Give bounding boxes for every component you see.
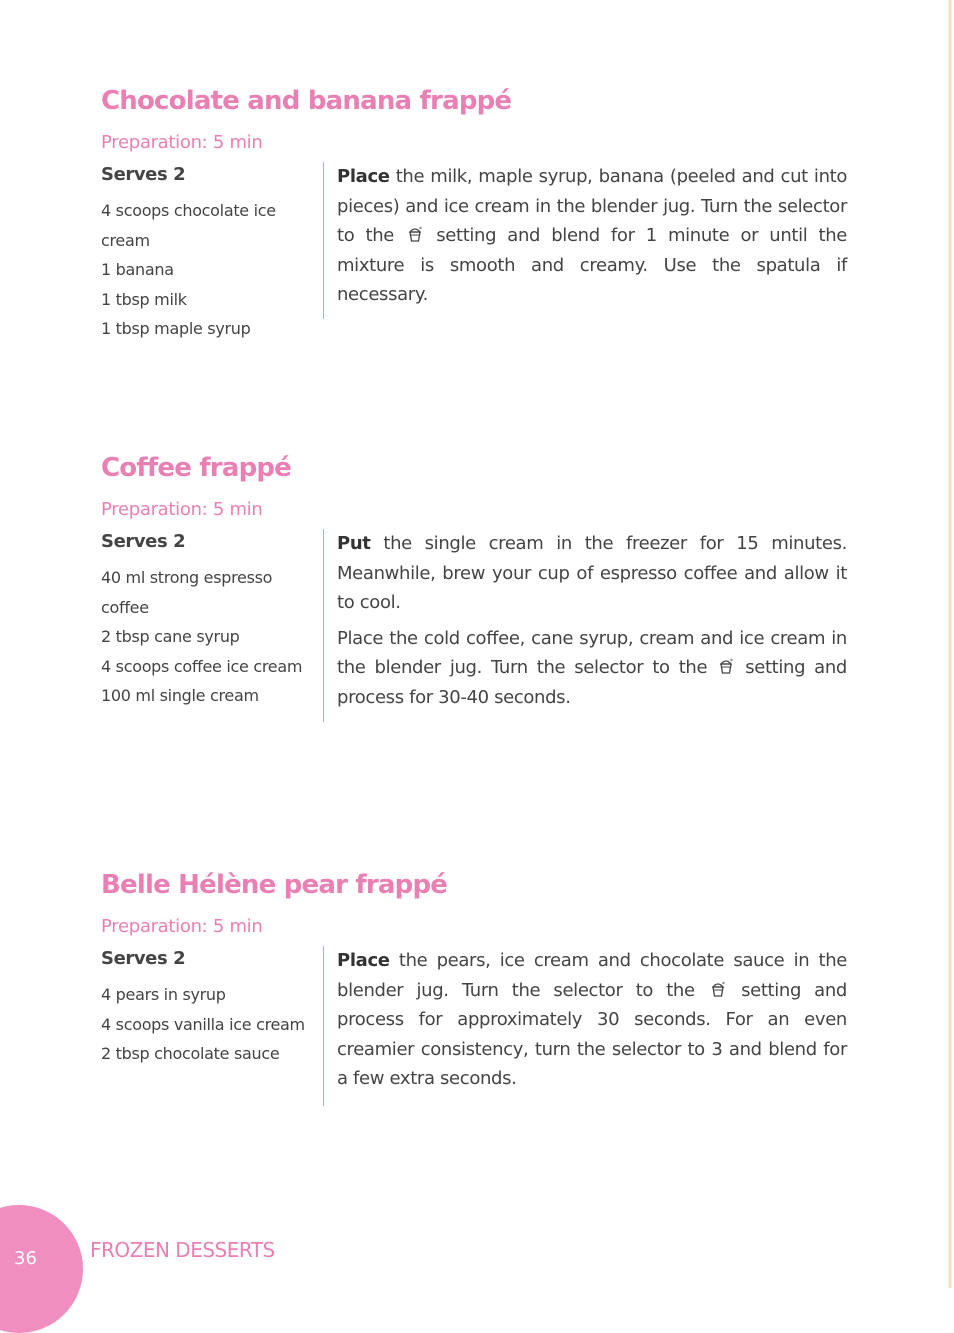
recipe-body (101, 946, 861, 1089)
recipe-title: Chocolate and banana frappé (101, 86, 512, 116)
recipe-title: Belle Hélène pear frappé (101, 870, 448, 900)
ingredients-column (101, 946, 316, 1069)
method-paragraph (337, 946, 847, 1094)
preparation-time: Preparation: 5 min (101, 499, 263, 520)
frozen-dessert-setting-icon (718, 657, 734, 675)
method-text: setting and process for 30-40 seconds. (337, 657, 847, 708)
method-column (337, 529, 847, 718)
recipe-body (101, 529, 861, 711)
serves-label: Serves 2 (101, 164, 186, 185)
ingredient-item: 4 scoops vanilla ice cream (101, 1014, 305, 1034)
ingredient-list (101, 563, 316, 711)
column-divider (323, 946, 324, 1106)
method-lead-word: Put (337, 533, 371, 554)
ingredients-column (101, 529, 316, 711)
method-paragraph (337, 529, 847, 618)
page-number: 36 (14, 1248, 37, 1269)
method-lead-word: Place (337, 166, 390, 187)
method-text: setting and blend for 1 minute or until the mixture is smooth and creamy. Use the spatula if necessary. (337, 225, 848, 305)
recipe-coffee-frappe (101, 451, 861, 711)
method-text: setting and process for approximately 30 seconds. For an even creamier consistency, turn the selector to 3 and blend for a few extra seconds. (337, 979, 847, 1089)
recipe-chocolate-banana-frappe (101, 84, 861, 344)
ingredient-item: 1 tbsp milk (101, 289, 187, 309)
section-name: FROZEN DESSERTS (90, 1238, 275, 1262)
svg-text:*: * (721, 980, 725, 988)
svg-text:*: * (419, 226, 422, 233)
ingredient-item: 1 banana (101, 260, 174, 279)
method-paragraph (337, 624, 847, 713)
column-divider (323, 529, 324, 722)
serves-label: Serves 2 (101, 948, 186, 969)
method-text: the single cream in the freezer for 15 minutes. Meanwhile, brew your cup of espresso coffee and allow it to cool. (337, 533, 847, 613)
method-lead-word: Place (337, 950, 390, 971)
ingredient-item: 4 pears in syrup (101, 985, 226, 1004)
ingredient-item: 40 ml strong espresso coffee (101, 568, 273, 617)
recipe-belle-helene-pear-frappe (101, 868, 861, 1089)
recipe-body (101, 162, 861, 344)
ingredient-list (101, 980, 316, 1069)
ingredient-item: 4 scoops chocolate ice cream (101, 201, 276, 250)
method-column (337, 162, 847, 316)
column-divider (323, 162, 324, 319)
method-column (337, 946, 847, 1100)
ingredients-column (101, 162, 316, 344)
frozen-dessert-setting-icon (407, 225, 423, 243)
ingredient-item: 2 tbsp chocolate sauce (101, 1044, 280, 1063)
page-edge-line (948, 0, 952, 1288)
ingredient-item: 2 tbsp cane syrup (101, 627, 240, 646)
method-text: the pears, ice cream and chocolate sauce in the blender jug. Turn the selector to the (337, 950, 847, 1001)
ingredient-item: 4 scoops coffee ice cream (101, 656, 303, 676)
recipe-title: Coffee frappé (101, 453, 292, 483)
svg-text:*: * (730, 658, 733, 665)
method-paragraph (337, 162, 847, 310)
preparation-time: Preparation: 5 min (101, 132, 263, 153)
serves-label: Serves 2 (101, 531, 186, 552)
ingredient-list (101, 196, 316, 344)
frozen-dessert-setting-icon (710, 980, 726, 998)
method-text: Place the cold coffee, cane syrup, cream and ice cream in the blender jug. Turn the selector to the (337, 627, 847, 678)
ingredient-item: 100 ml single cream (101, 686, 259, 705)
preparation-time: Preparation: 5 min (101, 916, 263, 937)
method-text: the milk, maple syrup, banana (peeled and cut into pieces) and ice cream in the blender jug. Turn the selector to the (337, 166, 848, 246)
ingredient-item: 1 tbsp maple syrup (101, 319, 251, 338)
